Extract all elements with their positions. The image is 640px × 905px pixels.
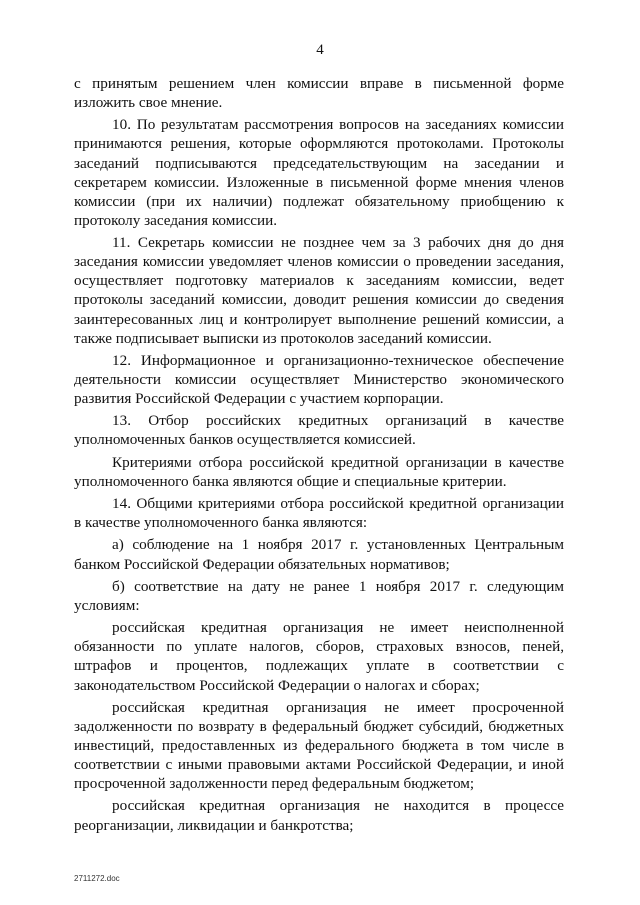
paragraph-continuation: с принятым решением член комиссии вправе в письменной форме изложить свое мнение. [74,75,564,112]
page-number: 4 [316,42,324,58]
paragraph-selection-criteria: Критериями отбора российской кредитной организации в качестве уполномоченного банка являются общие и специальные критерии. [74,453,564,490]
condition-budget-debt: российская кредитная организация не имеет просроченной задолженности по возврату в федеральный бюджет субсидий, бюджетных инвестиций, предоставленных из федерального бюджета в том числе в соответствии с иными правовыми актами Российской Федерации, и иной просроченной задолженности перед федеральным бюджетом; [74,698,564,793]
subitem-b: б) соответствие на дату не ранее 1 ноября 2017 г. следующим условиям: [74,577,564,614]
paragraph-item-13: 13. Отбор российских кредитных организаций в качестве уполномоченных банков осуществляется комиссией. [74,412,564,449]
paragraph-item-12: 12. Информационное и организационно-техническое обеспечение деятельности комиссии осуществляет Министерство экономического развития Российской Федерации с участием корпорации. [74,351,564,408]
paragraph-item-11: 11. Секретарь комиссии не позднее чем за 3 рабочих дня до дня заседания комиссии уведомляет членов комиссии о проведении заседания, осуществляет подготовку материалов к заседаниям комиссии, ведет протоколы заседаний комиссии, доводит решения комиссии до сведения заинтересованных лиц и контролирует выполнение решений комиссии, а также подписывает выписки из протоколов заседаний комиссии. [74,234,564,347]
condition-taxes: российская кредитная организация не имеет неисполненной обязанности по уплате налогов, сборов, страховых взносов, пеней, штрафов и процентов, подлежащих уплате в соответствии с законодательством Российской Федерации о налогах и сборах; [74,619,564,694]
paragraph-item-14: 14. Общими критериями отбора российской кредитной организации в качестве уполномоченного банка являются: [74,495,564,532]
subitem-a: а) соблюдение на 1 ноября 2017 г. установленных Центральным банком Российской Федерации обязательных нормативов; [74,536,564,573]
footer-file-name: 2711272.doc [74,874,120,883]
condition-reorganization: российская кредитная организация не находится в процессе реорганизации, ликвидации и банкротства; [74,797,564,834]
paragraph-item-10: 10. По результатам рассмотрения вопросов на заседаниях комиссии принимаются решения, которые оформляются протоколами. Протоколы заседаний подписываются председательствующим на заседании и секретарем комиссии. Изложенные в письменной форме мнения членов комиссии (при их наличии) подлежат обязательному приобщению к протоколу заседания комиссии. [74,116,564,229]
document-body [74,74,564,838]
